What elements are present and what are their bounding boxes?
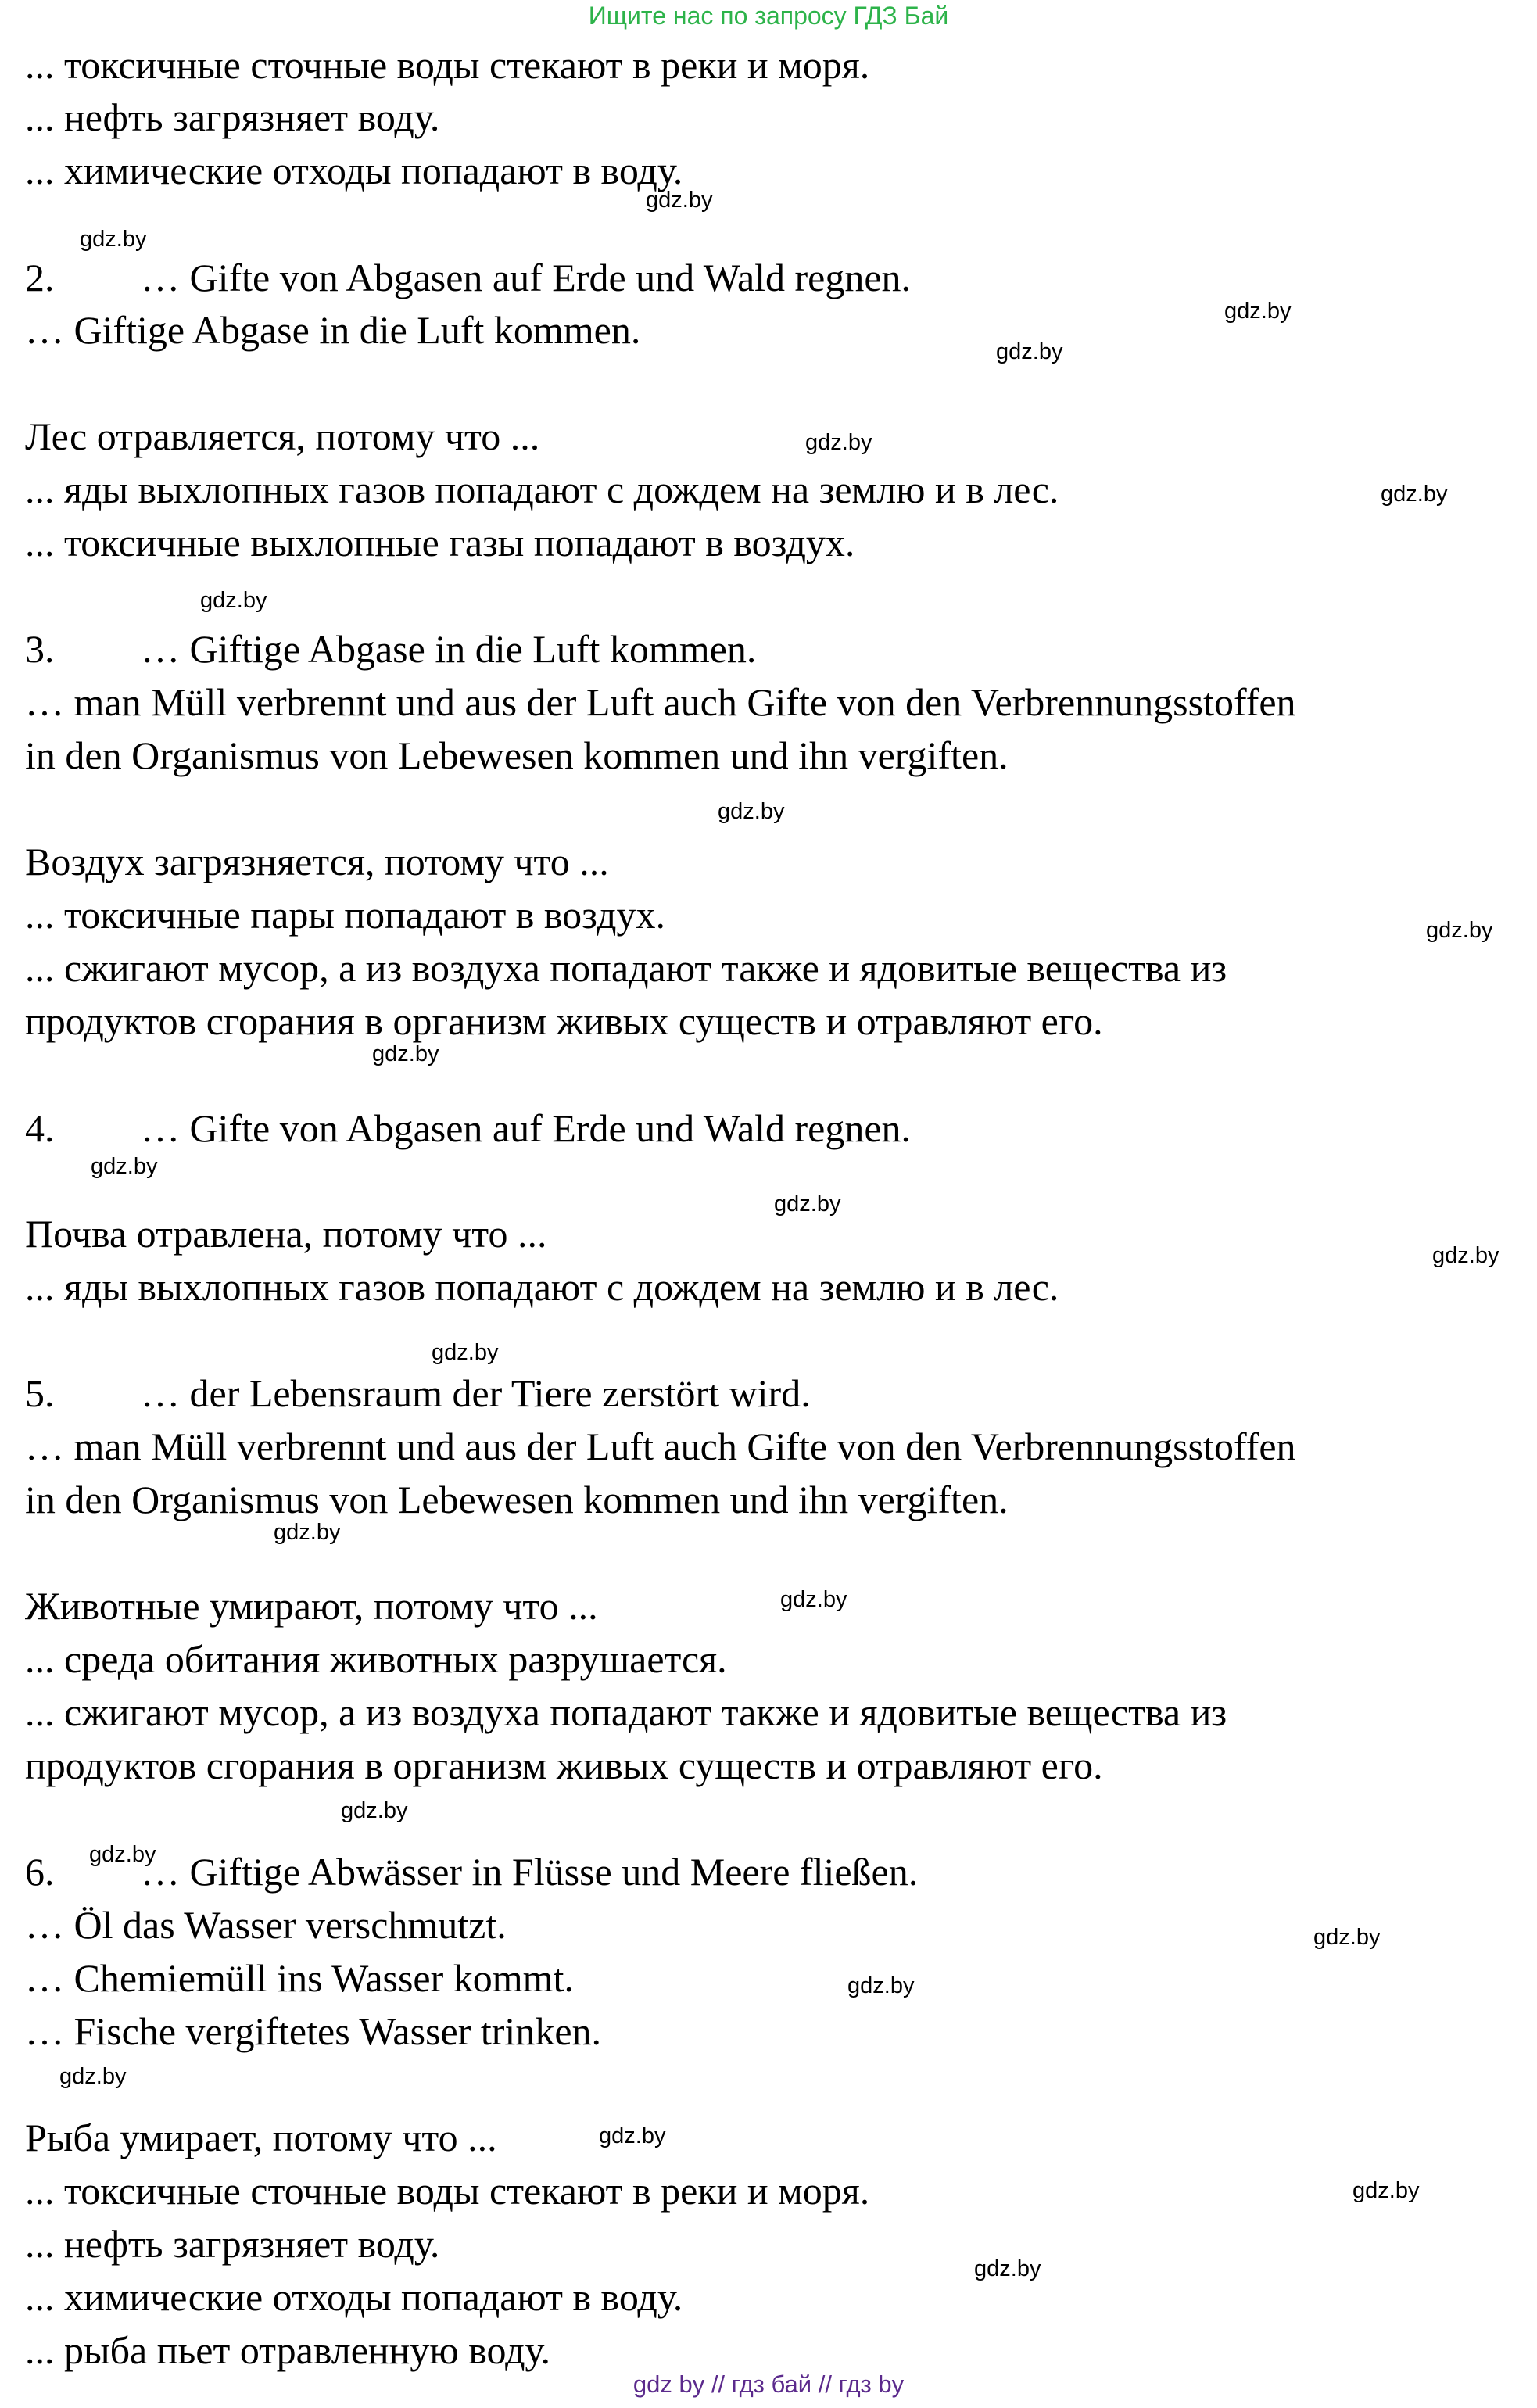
text-line: ... химические отходы попадают в воду. bbox=[25, 149, 683, 192]
watermark: gdz.by bbox=[780, 1587, 847, 1612]
watermark: gdz.by bbox=[91, 1154, 158, 1179]
text-line: ... нефть загрязняет воду. bbox=[25, 95, 440, 139]
item-number: 3. bbox=[25, 627, 55, 671]
item-text: … Giftige Abwässer in Flüsse und Meere fließen. bbox=[141, 1850, 919, 1894]
numbered-item-6 bbox=[25, 1848, 918, 1895]
text-line: ... яды выхлопных газов попадают с дождем на землю и в лес. bbox=[25, 468, 1059, 511]
text-line: продуктов сгорания в организм живых существ и отравляют его. bbox=[25, 999, 1103, 1043]
text-line: ... химические отходы попадают в воду. bbox=[25, 2275, 683, 2319]
text-line: ... токсичные сточные воды стекают в реки и моря. bbox=[25, 2169, 870, 2213]
watermark: gdz.by bbox=[200, 588, 267, 613]
watermark: gdz.by bbox=[847, 1973, 915, 1998]
numbered-item-3 bbox=[25, 625, 756, 672]
watermark: gdz.by bbox=[1352, 2178, 1420, 2203]
text-line: Воздух загрязняется, потому что ... bbox=[25, 840, 609, 883]
text-line: … Chemiemüll ins Wasser kommt. bbox=[25, 1956, 574, 2000]
text-line: in den Organismus von Lebewesen kommen und ihn vergiften. bbox=[25, 1478, 1009, 1521]
text-line: ... нефть загрязняет воду. bbox=[25, 2222, 440, 2266]
watermark: gdz.by bbox=[974, 2256, 1041, 2281]
text-line: Лес отравляется, потому что ... bbox=[25, 414, 540, 458]
text-line: ... токсичные выхлопные газы попадают в воздух. bbox=[25, 521, 855, 564]
text-line: ... яды выхлопных газов попадают с дождем на землю и в лес. bbox=[25, 1265, 1059, 1309]
item-text: … Gifte von Abgasen auf Erde und Wald regnen. bbox=[141, 256, 912, 299]
watermark: gdz.by bbox=[80, 227, 147, 252]
text-line: продуктов сгорания в организм живых существ и отравляют его. bbox=[25, 1743, 1103, 1787]
watermark: gdz.by bbox=[774, 1191, 841, 1217]
text-line: … Giftige Abgase in die Luft kommen. bbox=[25, 308, 641, 352]
text-line: ... сжигают мусор, а из воздуха попадают также и ядовитые вещества из bbox=[25, 1690, 1227, 1734]
text-line: in den Organismus von Lebewesen kommen und ihn vergiften. bbox=[25, 733, 1009, 777]
text-line: ... рыба пьет отравленную воду. bbox=[25, 2328, 551, 2372]
item-number: 2. bbox=[25, 256, 55, 299]
text-line: … Fische vergiftetes Wasser trinken. bbox=[25, 2009, 602, 2053]
text-line: Животные умирают, потому что ... bbox=[25, 1584, 598, 1628]
footer-links[interactable]: gdz by // гдз бай // гдз by bbox=[632, 2370, 905, 2398]
watermark: gdz.by bbox=[1381, 482, 1448, 507]
numbered-item-5 bbox=[25, 1370, 811, 1417]
item-number: 6. bbox=[25, 1850, 55, 1894]
text-line: ... токсичные пары попадают в воздух. bbox=[25, 893, 665, 937]
watermark: gdz.by bbox=[718, 799, 785, 824]
watermark: gdz.by bbox=[432, 1340, 499, 1365]
text-line: Почва отравлена, потому что ... bbox=[25, 1212, 547, 1256]
item-number: 5. bbox=[25, 1371, 55, 1415]
watermark: gdz.by bbox=[805, 430, 872, 455]
watermark: gdz.by bbox=[59, 2064, 127, 2089]
item-text: … Gifte von Abgasen auf Erde und Wald regnen. bbox=[141, 1106, 912, 1150]
watermark: gdz.by bbox=[341, 1798, 408, 1823]
item-text: … Giftige Abgase in die Luft kommen. bbox=[141, 627, 757, 671]
watermark: gdz.by bbox=[89, 1842, 156, 1867]
text-line: Рыба умирает, потому что ... bbox=[25, 2116, 497, 2159]
watermark: gdz.by bbox=[274, 1520, 341, 1545]
text-line: ... сжигают мусор, а из воздуха попадают также и ядовитые вещества из bbox=[25, 946, 1227, 990]
text-line: … man Müll verbrennt und aus der Luft auch Gifte von den Verbrennungsstoffen bbox=[25, 1424, 1296, 1468]
text-line: ... токсичные сточные воды стекают в реки и моря. bbox=[25, 43, 870, 87]
search-banner[interactable]: Ищите нас по запросу ГДЗ Бай bbox=[588, 2, 949, 30]
watermark: gdz.by bbox=[646, 188, 713, 213]
watermark: gdz.by bbox=[1426, 918, 1493, 943]
numbered-item-4 bbox=[25, 1105, 911, 1152]
numbered-item-2 bbox=[25, 254, 911, 301]
watermark: gdz.by bbox=[996, 339, 1063, 364]
watermark: gdz.by bbox=[1432, 1243, 1499, 1268]
text-line: … man Müll verbrennt und aus der Luft auch Gifte von den Verbrennungsstoffen bbox=[25, 680, 1296, 724]
watermark: gdz.by bbox=[1313, 1925, 1381, 1950]
item-text: … der Lebensraum der Tiere zerstört wird. bbox=[141, 1371, 811, 1415]
watermark: gdz.by bbox=[372, 1041, 439, 1066]
text-line: ... среда обитания животных разрушается. bbox=[25, 1637, 727, 1681]
text-line: … Öl das Wasser verschmutzt. bbox=[25, 1903, 507, 1947]
item-number: 4. bbox=[25, 1106, 55, 1150]
watermark: gdz.by bbox=[1224, 299, 1292, 324]
watermark: gdz.by bbox=[599, 2123, 666, 2148]
